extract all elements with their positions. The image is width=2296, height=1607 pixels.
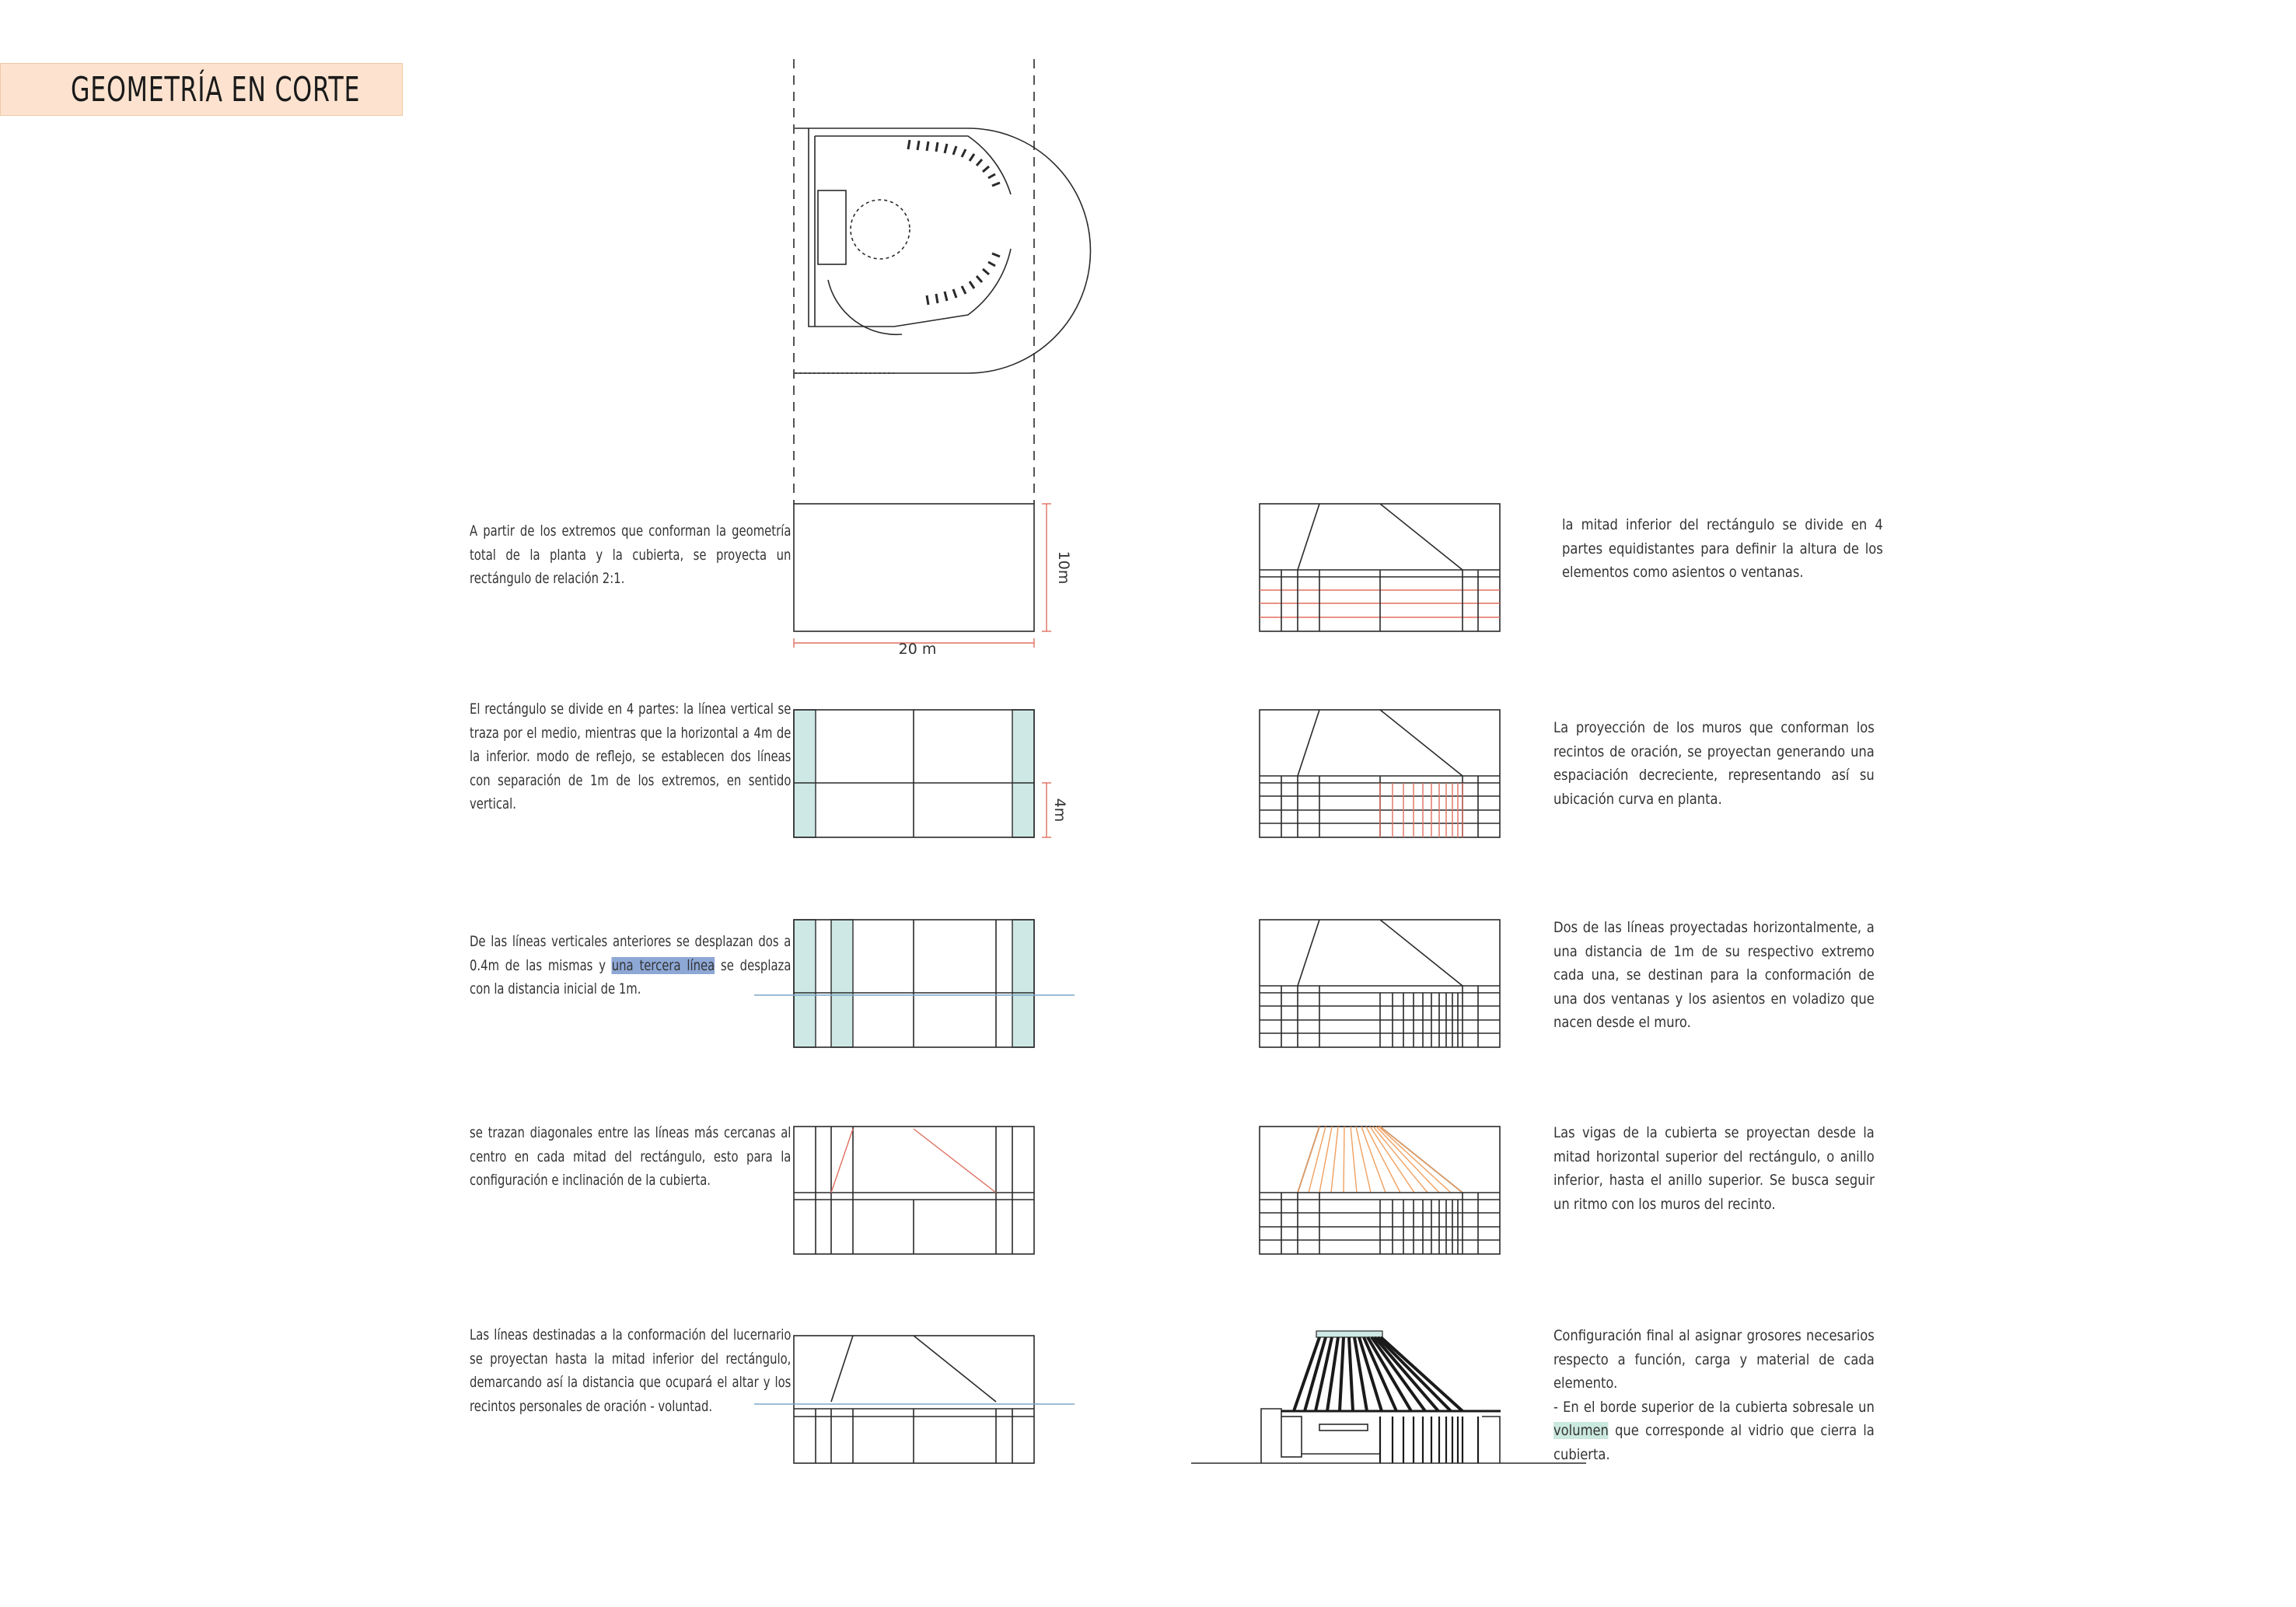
diagram-right-5-final [1191, 1331, 1586, 1463]
step-text-10-start: Configuración final al asignar grosores necesarios respecto a función, carga y material de cada elemento. - En el borde superior de la cubierta sobresale un [1553, 1327, 1875, 1416]
diagram-left-3 [754, 920, 1075, 1047]
step-text-5-body: Las líneas destinadas a la conformación del lucernario se proyectan hasta la mitad inferior del rectángulo, demarcando así la distancia que ocupará el altar y los recintos personales de oración - voluntad. [470, 1326, 792, 1415]
step-text-3-start: De las líneas verticales anteriores se desplazan dos a 0.4m de las mismas y [470, 933, 792, 974]
step-text-1-body: A partir de los extremos que conforman la geometría total de la planta y la cubierta, se proyecta un rectángulo de relación 2:1. [470, 522, 792, 587]
step-text-2-body: El rectángulo se divide en 4 partes: la línea vertical se traza por el medio, mientras que la horizontal a 4m de la inferior. modo de reflejo, se establecen dos líneas con separación de 1m de los extremos, en sentido vertical. [470, 700, 792, 812]
plan-wall-ticks [908, 140, 1000, 305]
highlight-volume: volumen [1553, 1422, 1609, 1439]
plan-left-wall [809, 128, 894, 327]
diagram-left-4 [794, 1127, 1034, 1254]
division-label: 4m [1051, 798, 1068, 823]
diagram-left-2 [794, 710, 1068, 837]
plan-inner-wall-top [815, 136, 1011, 194]
plan-circle-dashed [851, 200, 910, 259]
skylight-volume [1316, 1331, 1382, 1337]
plan-altar [818, 190, 846, 264]
step-text-7-body: La proyección de los muros que conforman los recintos de oración, se proyectan generando una espaciación decreciente, representando así su ubicación curva en planta. [1553, 719, 1875, 808]
step-text-9-body: Las vigas de la cubierta se proyectan desde la mitad horizontal superior del rectángulo, o anillo inferior, hasta el anillo superior. Se busca seguir un ritmo con los muros del recinto. [1553, 1124, 1875, 1213]
plan-inner-wall-bottom [894, 249, 1011, 327]
height-label: 10m [1055, 550, 1072, 585]
base-rectangle [794, 504, 1034, 631]
diagram-left-5 [754, 1336, 1075, 1463]
plan-view [795, 128, 1091, 373]
diagram-right-3 [1260, 920, 1500, 1047]
step-text-4-body: se trazan diagonales entre las líneas más cercanas al centro en cada mitad del rectángulo, esto para la configuración e inclinación de la cubierta. [470, 1124, 792, 1189]
diagram-right-4 [1260, 1127, 1500, 1254]
step-text-6-body: la mitad inferior del rectángulo se divide en 4 partes equidistantes para definir la altura de los elementos como asientos o ventanas. [1562, 516, 1883, 581]
page-title: GEOMETRÍA EN CORTE [71, 70, 361, 110]
highlight-third-line: una tercera línea [611, 956, 715, 974]
step-text-3-end: se desplaza con la distancia inicial de 1m. [470, 956, 792, 997]
width-label: 20 m [898, 641, 937, 658]
step-text-10-end: que corresponde al vidrio que cierra la cubierta. [1553, 1422, 1875, 1463]
diagram-right-1 [1260, 504, 1500, 631]
step-text-8-body: Dos de las líneas proyectadas horizontalmente, a una distancia de 1m de su respectivo extremo cada una, se destinan para la conformación de una dos ventanas y los asientos en voladizo que nacen desde el muro. [1553, 919, 1875, 1031]
diagram-right-2 [1260, 710, 1500, 837]
plan-outline [795, 128, 1091, 373]
diagram-left-1 [794, 504, 1072, 658]
